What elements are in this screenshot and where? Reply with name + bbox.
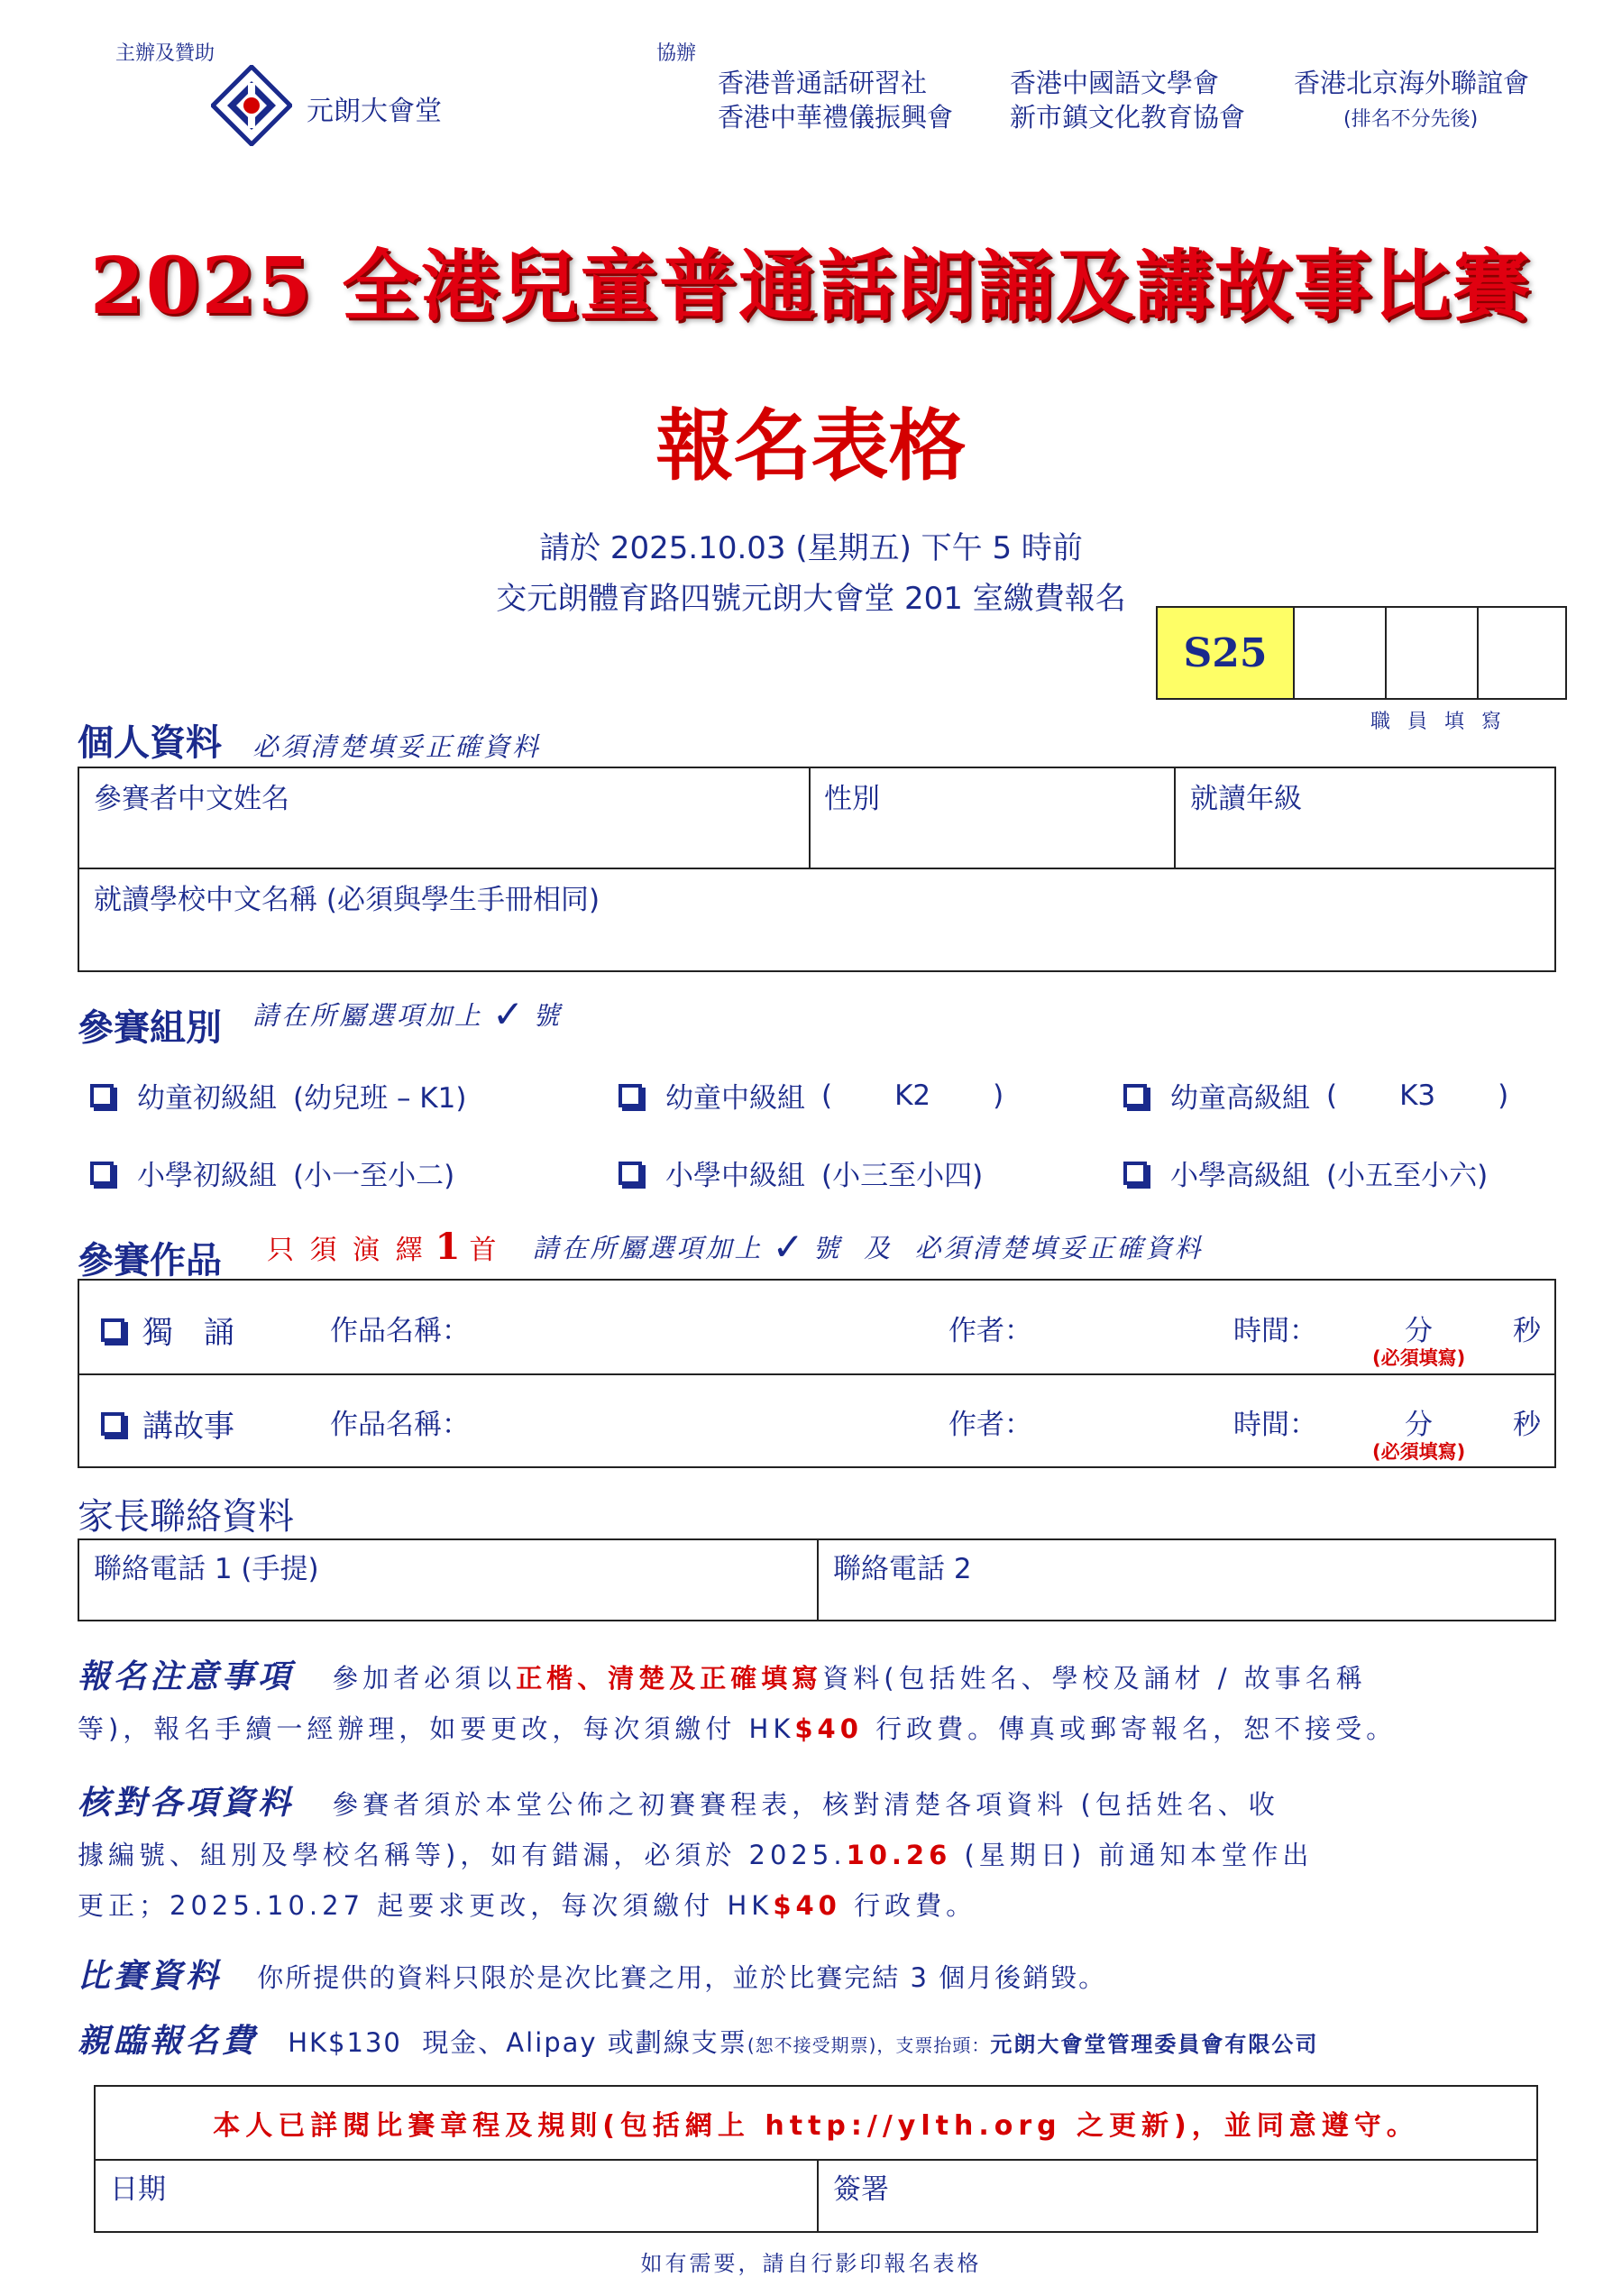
works-heading: 參賽作品 xyxy=(78,1240,222,1281)
verify-notes-heading: 核對各項資料 xyxy=(78,1785,295,1822)
author-field[interactable]: 作者： xyxy=(948,1409,1032,1441)
fee-notes-heading: 親臨報名費 xyxy=(78,2023,259,2060)
author-field[interactable]: 作者： xyxy=(948,1315,1032,1347)
fee-notes: 親臨報名費 HK$130 現金、Alipay 或劃線支票(恕不接受期票)，支票抬頭：元朗大會堂管理委員會有限公司 xyxy=(78,2023,1319,2060)
school-field[interactable]: 就讀學校中文名稱 (必須與學生手冊相同) xyxy=(94,884,600,916)
group-option[interactable]: 小學高級組 (小五至小六) xyxy=(1123,1153,1488,1193)
group-option[interactable]: 幼童初級組 (幼兒班 – K1) xyxy=(90,1075,466,1116)
declaration-box xyxy=(94,2085,1538,2233)
declaration-text: 本人已詳閱比賽章程及規則(包括網上 http://ylth.org 之更新)，並同意遵守。 xyxy=(213,2110,1419,2142)
groups-hint: 請在所屬選項加上 ✓ 號 xyxy=(252,992,563,1036)
co-org: 香港中國語文學會 xyxy=(1010,68,1220,98)
storytelling-option[interactable]: 講故事 xyxy=(101,1401,234,1446)
checkbox-icon[interactable] xyxy=(1123,1084,1147,1107)
time-field[interactable]: 時間： xyxy=(1233,1315,1317,1347)
checkmark-icon: ✓ xyxy=(772,1225,804,1269)
checkbox-icon[interactable] xyxy=(619,1162,642,1185)
verify-notes: 核對各項資料 參賽者須於本堂公佈之初賽賽程表，核對清楚各項資料 (包括姓名、收 據編號、組別及學校名稱等)，如有錯漏，必須於 2025.10.26 (星期日) 前通知本堂作出 更正；2025.10.27 起要求更改，每次須繳付 HK$40 行政費。 xyxy=(78,1785,1314,1921)
checkbox-icon[interactable] xyxy=(101,1412,124,1436)
group-option[interactable]: 小學初級組 (小一至小二) xyxy=(90,1153,454,1193)
required-note: (必須填寫) xyxy=(1372,1441,1466,1463)
deadline-line-1: 請於 2025.10.03 (星期五) 下午 5 時前 xyxy=(539,530,1083,566)
group-option[interactable]: 幼童高級組 ( K3 ) xyxy=(1123,1075,1508,1116)
recitation-option[interactable]: 獨 誦 xyxy=(101,1308,234,1352)
personal-hint: 必須清楚填妥正確資料 xyxy=(252,731,542,762)
date-field[interactable]: 日期 xyxy=(110,2173,166,2206)
page-title: 2025 全港兒童普通話朗誦及講故事比賽 xyxy=(89,241,1533,332)
office-code: S25 xyxy=(1158,608,1295,698)
groups-heading: 參賽組別 xyxy=(78,1007,222,1049)
office-field[interactable] xyxy=(1387,608,1479,698)
organizer-name: 元朗大會堂 xyxy=(307,96,442,127)
gender-field[interactable]: 性別 xyxy=(824,783,880,815)
office-use-box xyxy=(1156,606,1567,700)
works-hint: 只 須 演 繹 1 首 請在所屬選項加上 ✓ 號 及 必須清楚填妥正確資料 xyxy=(267,1225,1204,1269)
phone2-field[interactable]: 聯絡電話 2 xyxy=(833,1553,972,1585)
office-field[interactable] xyxy=(1479,608,1565,698)
co-org: 香港中華禮儀振興會 xyxy=(718,102,954,133)
phone1-field[interactable]: 聯絡電話 1 (手提) xyxy=(94,1553,319,1585)
order-note: (排名不分先後) xyxy=(1343,108,1479,131)
parent-table xyxy=(78,1538,1556,1621)
checkbox-icon[interactable] xyxy=(619,1084,642,1107)
registration-notes: 報名注意事項 參加者必須以正楷、清楚及正確填寫資料(包括姓名、學校及誦材 / 故事名稱 等)，報名手續一經辦理，如要更改，每次須繳付 HK$40 行政費。傳真或郵寄報名，恕不接受。 xyxy=(78,1658,1397,1744)
group-option[interactable]: 幼童中級組 ( K2 ) xyxy=(619,1075,1003,1116)
co-org: 香港北京海外聯誼會 xyxy=(1294,68,1530,98)
data-notes: 比賽資料 你所提供的資料只限於是次比賽之用，並於比賽完結 3 個月後銷毀。 xyxy=(78,1958,1107,1995)
office-field[interactable] xyxy=(1295,608,1387,698)
group-option[interactable]: 小學中級組 (小三至小四) xyxy=(619,1153,983,1193)
co-org: 新市鎮文化教育協會 xyxy=(1010,102,1246,133)
work-title-field[interactable]: 作品名稱： xyxy=(330,1315,470,1347)
works-table xyxy=(78,1279,1556,1468)
co-org: 香港普通話研習社 xyxy=(718,68,928,98)
data-notes-heading: 比賽資料 xyxy=(78,1958,223,1995)
seconds-label: 秒 xyxy=(1513,1315,1541,1347)
minutes-label: 分 xyxy=(1405,1315,1433,1347)
organizer-label: 主辦及贊助 xyxy=(115,42,215,65)
required-note: (必須填寫) xyxy=(1372,1347,1466,1369)
minutes-label: 分 xyxy=(1405,1409,1433,1441)
footer-note: 如有需要，請自行影印報名表格 xyxy=(640,2251,982,2276)
co-organizer-label: 協辦 xyxy=(656,42,697,65)
personal-heading: 個人資料 xyxy=(78,722,222,764)
office-use-label: 職 員 填 寫 xyxy=(1370,711,1507,733)
registration-notes-heading: 報名注意事項 xyxy=(78,1658,295,1695)
checkmark-icon: ✓ xyxy=(492,992,525,1036)
checkbox-icon[interactable] xyxy=(90,1162,114,1185)
grade-field[interactable]: 就讀年級 xyxy=(1190,783,1302,815)
organizer-logo-icon xyxy=(211,65,292,146)
time-field[interactable]: 時間： xyxy=(1233,1409,1317,1441)
checkbox-icon[interactable] xyxy=(101,1318,124,1342)
name-field[interactable]: 參賽者中文姓名 xyxy=(94,783,289,815)
parent-heading: 家長聯絡資料 xyxy=(78,1496,294,1538)
form-subtitle: 報名表格 xyxy=(655,400,967,491)
seconds-label: 秒 xyxy=(1513,1409,1541,1441)
deadline-line-2: 交元朗體育路四號元朗大會堂 201 室繳費報名 xyxy=(496,581,1126,617)
signature-field[interactable]: 簽署 xyxy=(833,2173,889,2206)
personal-table xyxy=(78,767,1556,972)
organizer-logo xyxy=(211,65,292,146)
checkbox-icon[interactable] xyxy=(1123,1162,1147,1185)
work-title-field[interactable]: 作品名稱： xyxy=(330,1409,470,1441)
checkbox-icon[interactable] xyxy=(90,1084,114,1107)
